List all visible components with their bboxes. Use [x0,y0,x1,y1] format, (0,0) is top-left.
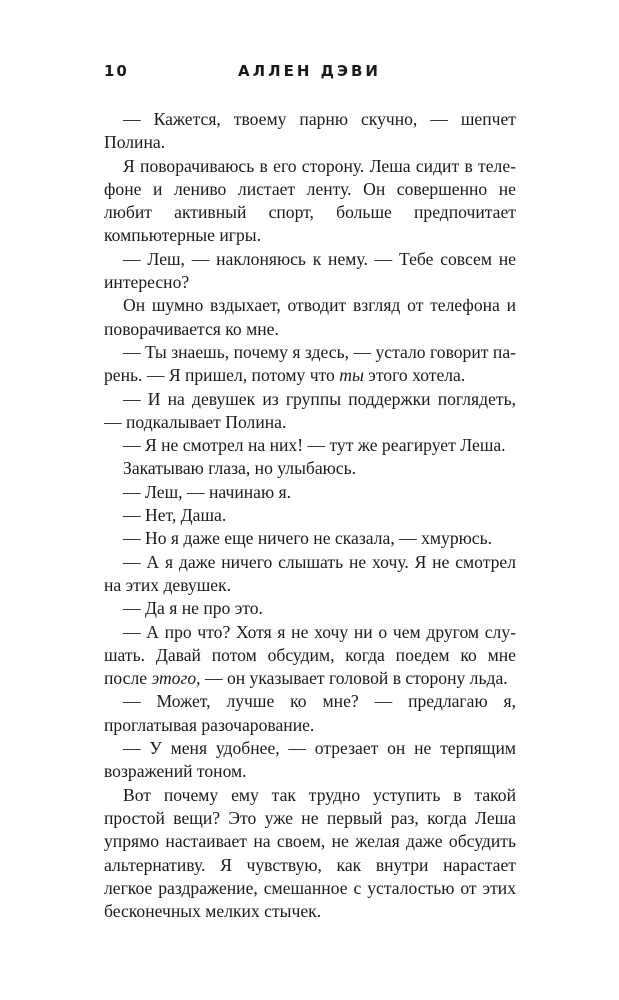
text-run: — Может, лучше ко мне? — предлагаю я, проглатывая разочарование. [104,691,516,735]
paragraph [104,248,516,295]
italic-text: ты [339,365,364,386]
text-run: Закатываю глаза, но улыбаюсь. [123,458,357,479]
page-number: 10 [104,62,129,80]
paragraph [104,737,516,784]
text-run: — Я не смотрел на них! — тут же реагирует Леша. [123,435,506,456]
paragraph [104,108,516,155]
text-run: — Кажется, твоему парню скучно, — шепчет Полина. [104,109,516,153]
paragraph [104,481,516,504]
paragraph [104,457,516,480]
text-run: , — он указывает головой в сторону льда. [196,668,508,689]
text-run: — Леш, — наклоняюсь к нему. — Тебе совсем не интересно? [104,248,516,293]
text-run: — Ты знаешь, почему я здесь, — устало говорит парень. — Я пришел, потому что [104,341,516,386]
paragraph [104,341,516,388]
text-run: — Да я не про это. [123,598,263,619]
body-text [104,108,516,923]
paragraph [104,690,516,737]
paragraph [104,155,516,248]
text-run: — А я даже ничего слышать не хочу. Я не смотрел на этих девушек. [104,551,516,595]
text-run: — А про что? Хотя я не хочу ни о чем другом слушать. Давай потом обсудим, когда поедем ко мне после [104,621,516,689]
text-run: — Леш, — начинаю я. [123,481,291,502]
paragraph [104,621,516,691]
text-run: — Но я даже еще ничего не сказала, — хмурюсь. [123,528,493,549]
text-run: Вот почему ему так трудно уступить в такой простой вещи? Это уже не первый раз, когда Леша упрямо настаивает на своем, не желая даже обсудить альтернативу. Я чувствую, как внутри нарастает легкое раздражение, смешанное с усталостью от этих бесконечных мелких стычек. [104,784,516,922]
paragraph [104,504,516,527]
text-run: Я поворачиваюсь в его сторону. Леша сидит в телефоне и лениво листает ленту. Он совершенно не любит активный спорт, больше предпочитает компьютерные игры. [104,155,516,246]
running-head-author: АЛЛЕН ДЭВИ [238,62,381,80]
text-run: — У меня удобнее, — отрезает он не терпящим возражений тоном. [104,738,516,782]
text-run: — Нет, Даша. [123,505,227,526]
text-run: Он шумно вздыхает, отводит взгляд от телефона и поворачивается ко мне. [104,295,516,339]
text-run: этого хотела. [363,365,466,386]
paragraph [104,434,516,457]
paragraph [104,294,516,341]
paragraph [104,388,516,435]
paragraph [104,597,516,620]
paragraph [104,784,516,924]
paragraph [104,551,516,598]
paragraph [104,527,516,550]
italic-text: этого [151,668,197,689]
text-run: — И на девушек из группы поддержки поглядеть, — подкалывает Полина. [104,388,516,432]
